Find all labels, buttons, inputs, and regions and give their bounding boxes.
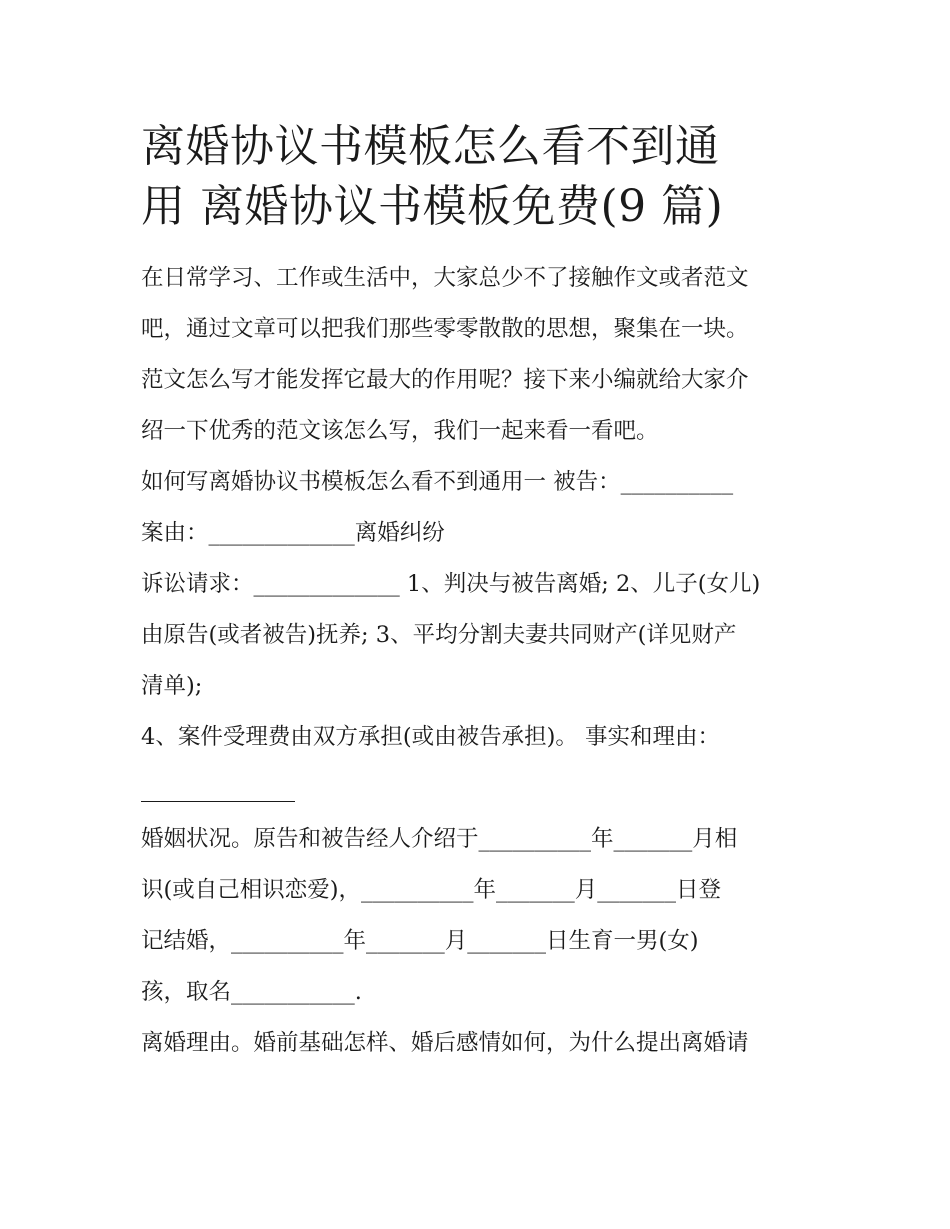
text-line: 由原告(或者被告)抚养; 3、平均分割夫妻共同财产(详见财产 <box>141 622 737 648</box>
marriage-status-paragraph <box>141 814 821 1018</box>
text-line: 如何写离婚协议书模板怎么看不到通用一 被告：__________ <box>141 469 734 495</box>
defendant-paragraph <box>141 457 821 508</box>
underline-rule <box>141 801 295 802</box>
document-body <box>141 253 821 1069</box>
text-line: 离婚理由。婚前基础怎样、婚后感情如何，为什么提出离婚请 <box>141 1030 749 1056</box>
text-line: 诉讼请求：_____________ 1、判决与被告离婚; 2、儿子(女儿) <box>141 571 761 597</box>
text-line: 在日常学习、工作或生活中，大家总少不了接触作文或者范文 <box>141 265 749 291</box>
text-line: 绍一下优秀的范文该怎么写，我们一起来看一看吧。 <box>141 418 659 444</box>
title-line-2: 用 离婚协议书模板免费(9 篇) <box>141 181 724 232</box>
document-title <box>141 117 821 237</box>
facts-reasons-paragraph <box>141 712 821 814</box>
claims-paragraph <box>141 559 821 712</box>
text-line: 案由：_____________离婚纠纷 <box>141 520 445 546</box>
text-line: 清单); <box>141 673 203 699</box>
case-cause-paragraph <box>141 508 821 559</box>
document-content <box>141 117 821 1069</box>
text-line: 识(或自己相识恋爱)，__________年_______月_______日登 <box>141 877 722 903</box>
text-line: 婚姻状况。原告和被告经人介绍于__________年_______月相 <box>141 826 738 852</box>
text-line: 范文怎么写才能发挥它最大的作用呢？接下来小编就给大家介 <box>141 367 749 393</box>
text-line: 吧，通过文章可以把我们那些零零散散的思想，聚集在一块。 <box>141 316 749 342</box>
divorce-reason-paragraph <box>141 1018 821 1069</box>
title-line-1: 离婚协议书模板怎么看不到通 <box>141 121 720 172</box>
blank-fill-line <box>141 763 821 814</box>
text-line: 4、案件受理费由双方承担(或由被告承担)。 事实和理由： <box>141 724 721 750</box>
text-line: 孩，取名___________. <box>141 979 362 1005</box>
text-line: 记结婚，__________年_______月_______日生育一男(女) <box>141 928 699 954</box>
intro-paragraph <box>141 253 821 457</box>
